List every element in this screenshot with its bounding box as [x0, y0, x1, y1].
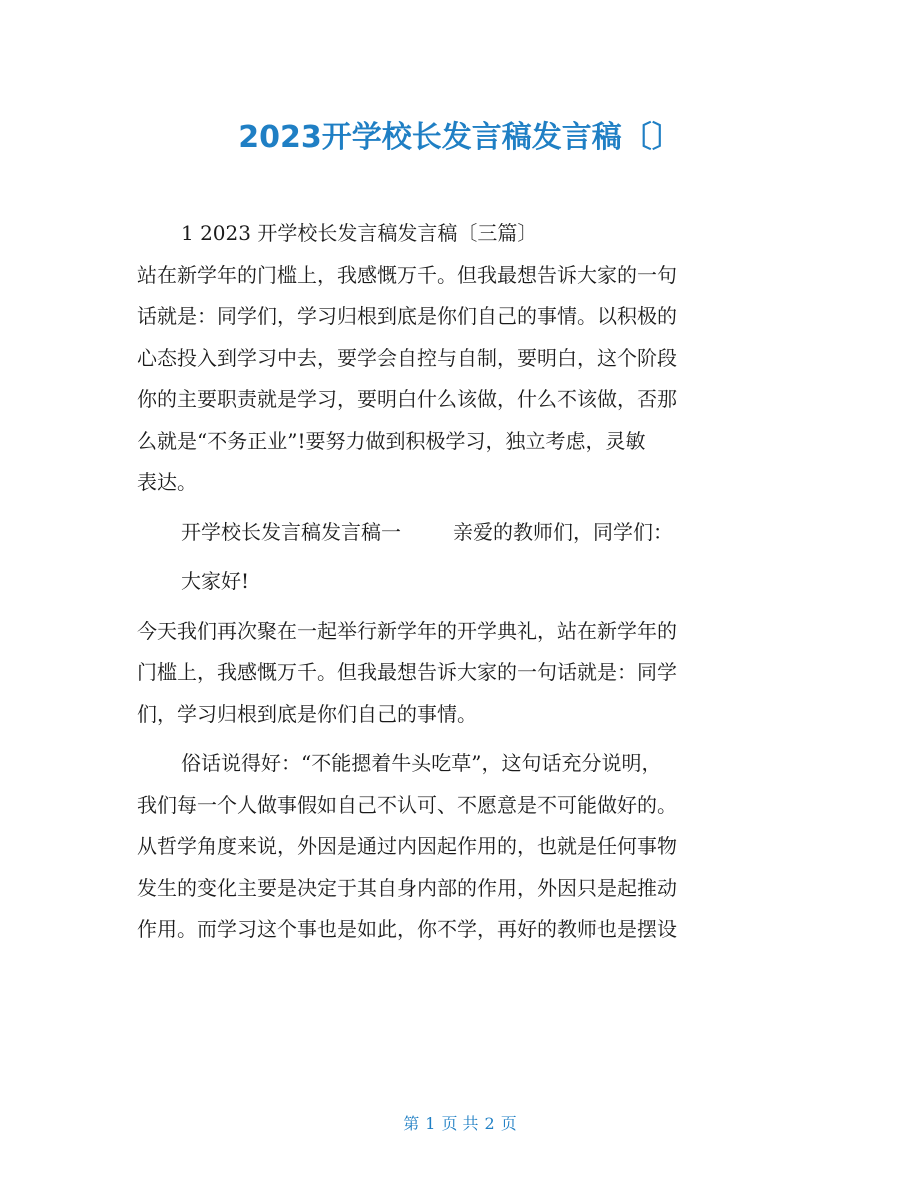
footer-prefix: 第: [403, 1114, 420, 1133]
paragraph-line: 你的主要职责就是学习，要明白什么该做，什么不该做，否那: [137, 387, 677, 411]
footer-middle: 页 共: [441, 1114, 479, 1133]
document-body: [137, 213, 792, 951]
footer-total-pages: 2: [484, 1114, 495, 1133]
document-title: 2023开学校长发言稿发言稿〔〕: [238, 120, 682, 155]
paragraph-line: 我们每一个人做事假如自己不认可、不愿意是不可能做好的。: [137, 792, 677, 817]
salutation: 亲爱的教师们，同学们：: [453, 519, 673, 544]
paragraph-line: 站在新学年的门槛上，我感慨万千。但我最想告诉大家的一句: [137, 262, 677, 287]
page-footer: [0, 1112, 920, 1136]
paragraph-line: 心态投入到学习中去，要学会自控与自制，要明白，这个阶段: [137, 345, 677, 370]
paragraph-line: 表达。: [137, 470, 197, 494]
paragraph-line: 话就是：同学们，学习归根到底是你们自己的事情。以积极的: [137, 304, 677, 328]
footer-page-number: 1: [425, 1114, 436, 1133]
section-heading-line: [137, 512, 792, 554]
footer-suffix: 页: [500, 1114, 517, 1133]
paragraph-line: 么就是“不务正业”!要努力做到积极学习，独立考虑，灵敏: [137, 428, 646, 453]
paragraph-line: 作用。而学习这个事也是如此，你不学，再好的教师也是摆设: [137, 917, 677, 941]
paragraph-line: 门槛上，我感慨万千。但我最想告诉大家的一句话就是：同学: [137, 660, 677, 684]
paragraph-line: 俗话说得好：“不能摁着牛头吃草”，这句话充分说明，: [181, 751, 662, 775]
paragraph-line: 们，学习归根到底是你们自己的事情。: [137, 701, 477, 726]
subtitle-line: 1 2023 开学校长发言稿发言稿〔三篇〕: [181, 221, 538, 245]
paragraph-line: 今天我们再次聚在一起举行新学年的开学典礼，站在新学年的: [137, 618, 677, 643]
paragraph-line: 从哲学角度来说，外因是通过内因起作用的，也就是任何事物: [137, 834, 677, 858]
section-heading: 开学校长发言稿发言稿一: [181, 519, 401, 544]
greeting-line: 大家好!: [181, 569, 250, 593]
paragraph-line: 发生的变化主要是决定于其自身内部的作用，外因只是起推动: [137, 875, 677, 900]
